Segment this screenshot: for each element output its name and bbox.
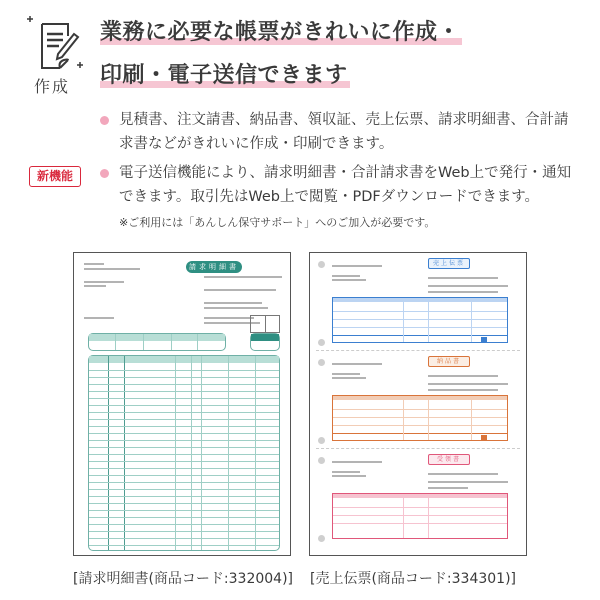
slip-part bbox=[316, 353, 520, 449]
footnote: ※ご利用には「あんしん保守サポート」へのご加入が必要です。 bbox=[119, 216, 436, 229]
invoice-statement-sample-image bbox=[73, 252, 291, 556]
slip-part bbox=[316, 451, 520, 547]
headline-line1: 業務に必要な帳票がきれいに作成・ bbox=[100, 20, 461, 45]
slip-title: 納品書 bbox=[428, 356, 470, 367]
feature-text: 見積書、注文請書、納品書、領収証、売上伝票、請求明細書、合計請求書などがきれいに作成・印刷できます。 bbox=[119, 112, 569, 152]
sales-slip-sample-image bbox=[309, 252, 527, 556]
feature-text: 電子送信機能により、請求明細書・合計請求書をWeb上で発行・通知できます。取引先はWeb上で閲覧・PDFダウンロードできます。 bbox=[119, 165, 572, 205]
slip-part bbox=[316, 255, 520, 351]
feature-item bbox=[100, 161, 580, 209]
headline-line2: 印刷・電子送信できます bbox=[100, 63, 348, 88]
form-title: 請求明細書 bbox=[186, 261, 242, 273]
icon-label: 作成 bbox=[34, 77, 71, 96]
bullet-dot-icon bbox=[100, 169, 109, 178]
slip-title: 売上伝票 bbox=[428, 258, 470, 269]
new-feature-badge: 新機能 bbox=[29, 166, 81, 187]
slip-title: 受領書 bbox=[428, 454, 470, 465]
bullet-dot-icon bbox=[100, 116, 109, 125]
sample-caption: [請求明細書(商品コード:332004)] bbox=[73, 571, 294, 587]
sample-caption: [売上伝票(商品コード:334301)] bbox=[310, 571, 517, 587]
feature-item bbox=[100, 108, 580, 156]
